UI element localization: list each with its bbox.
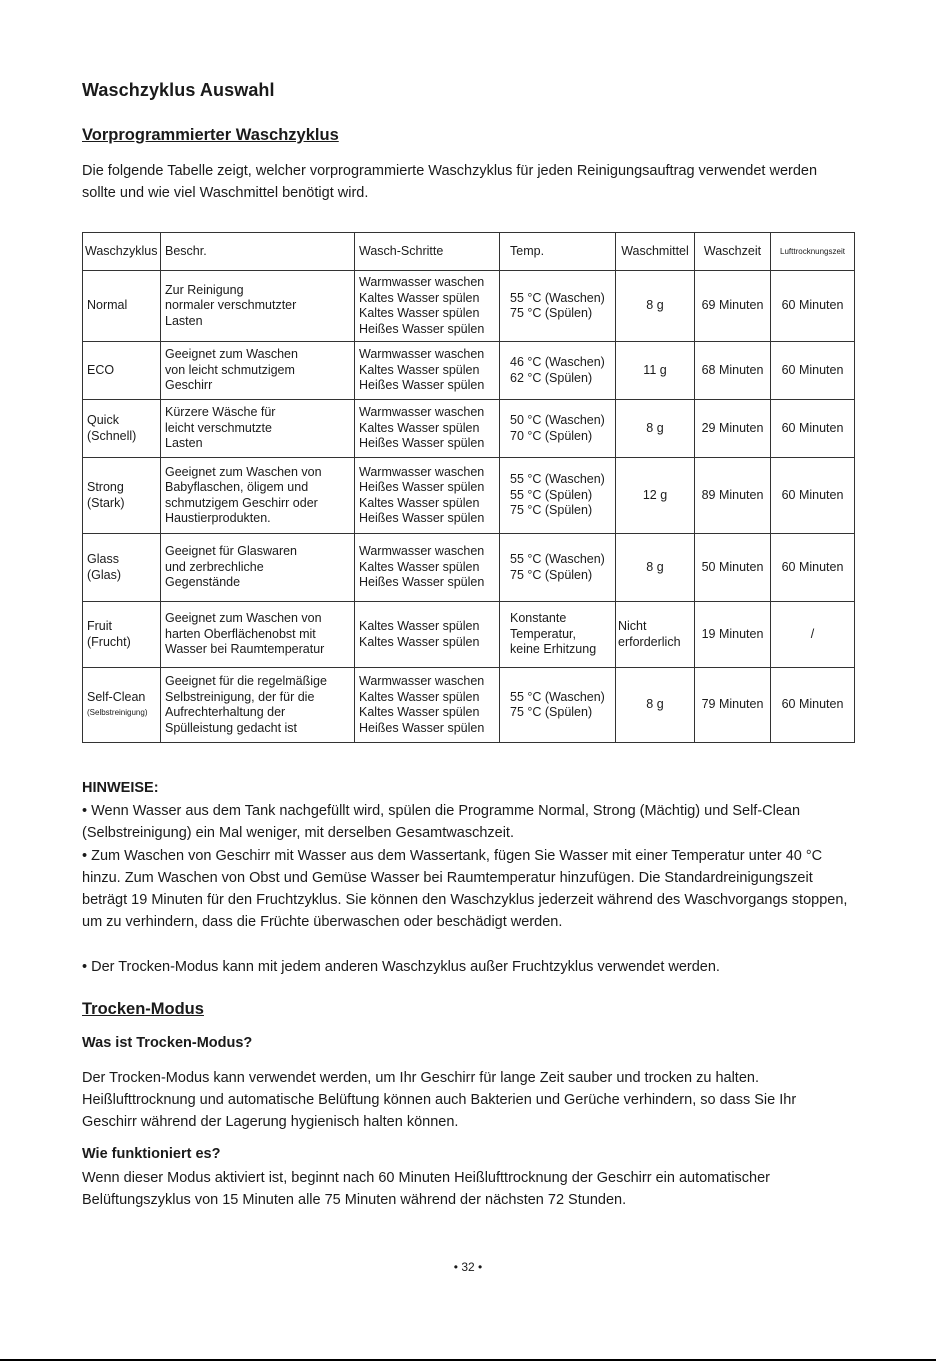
dry-time-cell: 60 Minuten — [771, 271, 855, 342]
temperature-line: 55 °C (Waschen) — [510, 689, 605, 704]
description-line: Geschirr — [165, 378, 213, 393]
temperature-line: 75 °C (Spülen) — [510, 705, 593, 719]
temperature-line: 46 °C (Waschen) — [510, 355, 605, 369]
page-number: • 32 • — [453, 1260, 483, 1274]
detergent-line: 8 g — [646, 697, 664, 712]
wash-step-line: Heißes Wasser spülen — [359, 436, 485, 451]
cycle-name-cell — [83, 534, 161, 602]
temperature-line: 70 °C (Spülen) — [510, 428, 593, 443]
temperature-cell — [500, 602, 616, 668]
description-line: Kürzere Wäsche für — [165, 405, 276, 420]
cycle-name-line: Fruit — [87, 619, 112, 633]
table-row — [83, 400, 855, 458]
intro-paragraph: Die folgende Tabelle zeigt, welcher vorprogrammierte Waschzyklus für jeden Reinigungsauftrag verwendet werden sollte und wie viel Waschmittel benötigt wird. — [82, 163, 818, 201]
cycle-name-line: Glass — [87, 552, 119, 566]
description-cell — [161, 271, 355, 342]
description-line: Selbstreinigung, der für die — [165, 689, 315, 704]
description-line: schmutzigem Geschirr oder — [165, 495, 318, 510]
wash-step-line: Kaltes Wasser spülen — [359, 705, 480, 719]
section-title-dry-mode: Trocken-Modus — [82, 1000, 204, 1018]
wash-step-line: Heißes Wasser spülen — [359, 720, 485, 735]
description-line: Babyflaschen, öligem und — [165, 480, 309, 494]
wash-step-line: Kaltes Wasser spülen — [359, 634, 480, 649]
cycle-name-line: Strong — [87, 480, 124, 494]
note-bullet-3: • Der Trocken-Modus kann mit jedem anderen Waschzyklus außer Fruchtzyklus verwendet werden. — [82, 959, 720, 975]
temperature-line: 55 °C (Waschen) — [510, 552, 605, 566]
cycle-name-line: Normal — [87, 298, 128, 313]
cycle-name-line: ECO — [87, 362, 115, 377]
detergent-line: 8 g — [646, 298, 664, 313]
description-line: und zerbrechliche — [165, 559, 264, 574]
wash-steps-cell — [355, 458, 500, 534]
description-cell — [161, 602, 355, 668]
temperature-cell — [500, 668, 616, 743]
temperature-line: Temperatur, — [510, 626, 577, 641]
cycle-name-cell — [83, 400, 161, 458]
question-how-does-it-work: Wie funktioniert es? — [82, 1146, 221, 1162]
column-header-detergent: Waschmittel — [616, 233, 695, 271]
wash-step-line: Warmwasser waschen — [359, 464, 485, 479]
wash-step-line: Kaltes Wasser spülen — [359, 306, 480, 320]
wash-step-line: Heißes Wasser spülen — [359, 511, 485, 525]
description-line: Haustierprodukten. — [165, 511, 271, 525]
description-line: Geeignet zum Waschen — [165, 347, 298, 362]
temperature-line: 62 °C (Spülen) — [510, 370, 593, 385]
description-line: Geeignet für Glaswaren — [165, 544, 298, 559]
description-line: Gegenstände — [165, 575, 241, 590]
dry-time-cell: 60 Minuten — [771, 534, 855, 602]
detergent-line: 8 g — [646, 559, 664, 574]
cycle-name-line: Self-Clean — [87, 689, 146, 704]
description-line: leicht verschmutzte — [165, 420, 272, 435]
column-header-dry-time: Lufttrocknungszeit — [771, 233, 855, 271]
dry-time-cell: 60 Minuten — [771, 458, 855, 534]
cycle-name-line: (Glas) — [87, 567, 122, 582]
description-cell — [161, 534, 355, 602]
description-line: Geeignet zum Waschen von — [165, 611, 322, 626]
wash-step-line: Kaltes Wasser spülen — [359, 689, 480, 704]
temperature-cell — [500, 458, 616, 534]
table-row — [83, 534, 855, 602]
table-row — [83, 602, 855, 668]
detergent-cell — [616, 602, 695, 668]
wash-cycle-table — [82, 232, 855, 743]
wash-step-line: Kaltes Wasser spülen — [359, 559, 480, 574]
column-header-description: Beschr. — [161, 233, 355, 271]
wash-time-cell: 79 Minuten — [695, 668, 771, 743]
dry-time-cell: / — [771, 602, 855, 668]
column-header-wash-time: Waschzeit — [695, 233, 771, 271]
note-bullet-2: • Zum Waschen von Geschirr mit Wasser aus dem Wassertank, fügen Sie Wasser mit einer Temperatur unter 40 °C hinzu. Zum Waschen von Obst und Gemüse Wasser bei Raumtemperatur hinzufügen. Die Standardreinigungszeit beträgt 19 Minuten für den Fruchtzyklus. Sie können den Waschzyklus jederzeit während des Waschvorgangs stoppen, um zu verhindern, dass die Früchte überwaschen oder beschädigt werden. — [82, 848, 848, 930]
description-line: Geeignet für die regelmäßige — [165, 674, 327, 688]
column-header-cycle: Waschzyklus — [83, 233, 161, 271]
detergent-cell — [616, 668, 695, 743]
dry-time-cell: 60 Minuten — [771, 668, 855, 743]
description-line: harten Oberflächenobst mit — [165, 626, 316, 641]
page-title: Waschzyklus Auswahl — [82, 80, 275, 100]
answer-how-does-it-work: Wenn dieser Modus aktiviert ist, beginnt nach 60 Minuten Heißlufttrocknung der Geschirr ein automatischer Belüftungszyklus von 15 Minuten alle 75 Minuten während der nächsten 72 Stunden. — [82, 1170, 771, 1208]
description-line: von leicht schmutzigem — [165, 362, 295, 377]
temperature-line: 55 °C (Waschen) — [510, 472, 605, 487]
temperature-line: 75 °C (Spülen) — [510, 306, 593, 320]
wash-time-cell: 50 Minuten — [695, 534, 771, 602]
wash-step-line: Kaltes Wasser spülen — [359, 290, 480, 305]
column-header-temperature: Temp. — [500, 233, 616, 271]
question-what-is-dry-mode: Was ist Trocken-Modus? — [82, 1035, 253, 1051]
temperature-cell — [500, 400, 616, 458]
wash-step-line: Warmwasser waschen — [359, 347, 485, 362]
description-line: Zur Reinigung — [165, 282, 244, 297]
cycle-name-cell — [83, 458, 161, 534]
cycle-name-cell — [83, 668, 161, 743]
detergent-cell — [616, 534, 695, 602]
detergent-line: 12 g — [642, 487, 668, 502]
description-line: Lasten — [165, 436, 203, 451]
wash-step-line: Kaltes Wasser spülen — [359, 362, 480, 377]
detergent-line: 8 g — [646, 420, 664, 435]
detergent-line: Nicht — [618, 619, 647, 633]
wash-step-line: Warmwasser waschen — [359, 275, 485, 289]
wash-steps-cell — [355, 668, 500, 743]
detergent-cell — [616, 342, 695, 400]
cycle-name-line: (Schnell) — [87, 428, 137, 443]
wash-steps-cell — [355, 534, 500, 602]
table-row — [83, 458, 855, 534]
temperature-line: keine Erhitzung — [510, 642, 597, 657]
wash-steps-cell — [355, 602, 500, 668]
dry-time-cell: 60 Minuten — [771, 342, 855, 400]
wash-step-line: Warmwasser waschen — [359, 674, 485, 688]
table-row — [83, 668, 855, 743]
wash-step-line: Kaltes Wasser spülen — [359, 495, 480, 510]
detergent-line: 11 g — [643, 362, 667, 377]
description-line: Wasser bei Raumtemperatur — [165, 642, 325, 657]
cycle-name-cell — [83, 602, 161, 668]
column-header-steps: Wasch-Schritte — [355, 233, 500, 271]
temperature-line: 55 °C (Spülen) — [510, 487, 593, 502]
table-row — [83, 271, 855, 342]
cycle-name-line: (Stark) — [87, 495, 125, 510]
detergent-cell — [616, 458, 695, 534]
section-title-preprogrammed: Vorprogrammierter Waschzyklus — [82, 126, 339, 144]
description-line: Geeignet zum Waschen von — [165, 464, 322, 479]
wash-step-line: Heißes Wasser spülen — [359, 378, 485, 393]
cycle-name-line: Quick — [87, 413, 119, 427]
description-cell — [161, 458, 355, 534]
description-cell — [161, 342, 355, 400]
detergent-cell — [616, 271, 695, 342]
cycle-subtitle: (Selbstreinigung) — [87, 708, 148, 717]
temperature-line: 50 °C (Waschen) — [510, 413, 605, 427]
detergent-line: erforderlich — [618, 634, 681, 649]
wash-step-line: Warmwasser waschen — [359, 544, 485, 559]
cycle-name-cell — [83, 271, 161, 342]
wash-steps-cell — [355, 400, 500, 458]
notes-title: HINWEISE: — [82, 780, 159, 796]
table-row — [83, 342, 855, 400]
description-cell — [161, 400, 355, 458]
wash-time-cell: 89 Minuten — [695, 458, 771, 534]
table-header-row — [83, 233, 855, 271]
wash-step-line: Heißes Wasser spülen — [359, 575, 485, 590]
bottom-divider — [0, 1359, 936, 1361]
answer-what-is-dry-mode: Der Trocken-Modus kann verwendet werden, um Ihr Geschirr für lange Zeit sauber und trocken zu halten. Heißlufttrocknung und automatische Belüftung können auch Bakterien und Gerüche verhindern, so dass Sie Ihr Geschirr während der Lagerung hygienisch halten können. — [82, 1070, 797, 1130]
wash-steps-cell — [355, 342, 500, 400]
description-line: Spülleistung gedacht ist — [165, 720, 298, 735]
wash-time-cell: 29 Minuten — [695, 400, 771, 458]
wash-step-line: Heißes Wasser spülen — [359, 321, 485, 336]
wash-step-line: Kaltes Wasser spülen — [359, 420, 480, 435]
dry-time-cell: 60 Minuten — [771, 400, 855, 458]
wash-time-cell: 68 Minuten — [695, 342, 771, 400]
cycle-name-line: (Frucht) — [87, 634, 131, 649]
temperature-cell — [500, 342, 616, 400]
temperature-line: Konstante — [510, 611, 567, 626]
wash-time-cell: 19 Minuten — [695, 602, 771, 668]
temperature-line: 55 °C (Waschen) — [510, 290, 605, 305]
wash-time-cell: 69 Minuten — [695, 271, 771, 342]
description-line: Lasten — [165, 313, 203, 328]
wash-steps-cell — [355, 271, 500, 342]
temperature-cell — [500, 534, 616, 602]
detergent-cell — [616, 400, 695, 458]
wash-step-line: Kaltes Wasser spülen — [359, 619, 480, 633]
temperature-line: 75 °C (Spülen) — [510, 567, 593, 582]
temperature-cell — [500, 271, 616, 342]
wash-step-line: Heißes Wasser spülen — [359, 480, 485, 494]
description-line: normaler verschmutzter — [165, 298, 297, 313]
description-line: Aufrechterhaltung der — [165, 705, 286, 719]
description-cell — [161, 668, 355, 743]
note-bullet-1: • Wenn Wasser aus dem Tank nachgefüllt wird, spülen die Programme Normal, Strong (Mächtig) und Self-Clean (Selbstreinigung) ein Mal weniger, mit derselben Gesamtwaschzeit. — [82, 803, 801, 841]
cycle-name-cell — [83, 342, 161, 400]
temperature-line: 75 °C (Spülen) — [510, 503, 593, 518]
wash-step-line: Warmwasser waschen — [359, 405, 485, 420]
